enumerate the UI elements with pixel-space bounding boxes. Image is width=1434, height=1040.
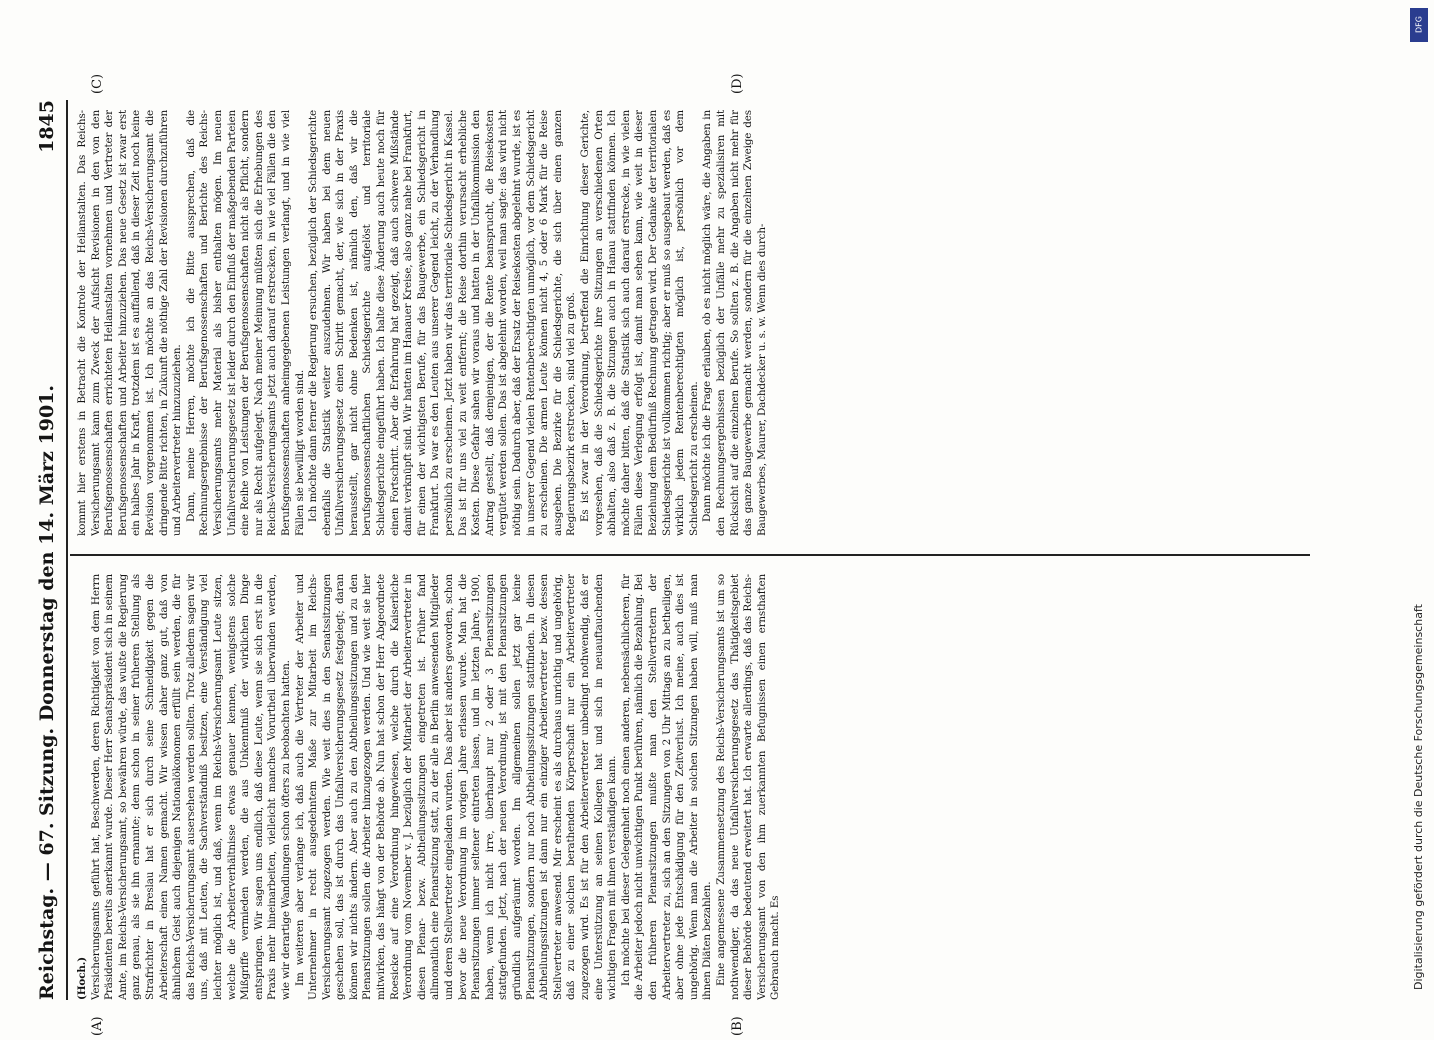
dfg-logo: DFG xyxy=(1410,8,1428,42)
column-rule xyxy=(70,554,1310,556)
page-content xyxy=(30,73,1402,1036)
paragraph: Es ist zwar in der Verordnung, betreffend die Einrichtung dieser Gerichte, vorgesehen, daß die Schiedsgerichte ihre Sitzungen an verschiedenen Orten abhalten, also daß z. B. die Sitzungen auch in Hanau stattfinden können. Ich möchte daher bitten, daß die Statistik sich auch darauf erstrecke, in wie vielen Fällen diese Verlegung erfolgt ist, damit man sehen kann, wie weit in dieser Beziehung dem Bedürfniß Rechnung getragen wird. Der Gedanke der territorialen Schiedsgerichte ist vollkommen richtig; aber er muß so ausgebaut werden, daß es wirklich jedem Rentenberechtigten möglich ist, persönlich vor dem Schiedsgericht zu erscheinen. xyxy=(578,110,700,536)
speaker-name: (Hoch.) xyxy=(76,956,88,1000)
header-rule xyxy=(66,100,68,1000)
paragraph: Versicherungsamts geführt hat, Beschwerden, deren Richtigkeit von dem Herrn Präsidenten bereits anerkannt wurde. Dieser Herr Senatspräsident sich in seinem Amte, im Reichs-Versicherungsamt, so bewähren würde, das wußte die Regierung ganz genau, als sie ihn ernannte; denn schon in seiner früheren Stellung als Strafrichter in Breslau hat er sich durch seine Schneidigkeit gegen die Arbeiterschaft einen Namen gemacht. Wir wissen daher ganz gut, daß von ähnlichem Geist auch diejenigen Nationalökonomen erfüllt sein werden, die für das Reichs-Versicherungsamt ausersehen werden sollten. Trotz alledem sagen wir uns, daß mit Leuten, die Sachverständniß besitzen, eine Verständigung viel leichter möglich ist, und daß, wenn im Reichs-Versicherungsamt Leute sitzen, welche die Arbeiterverhältnisse etwas genauer kennen, wenigstens solche Mißgriffe vermieden werden, die aus Unkenntniß der wirklichen Dinge entspringen. Wir sagen uns endlich, daß diese Leute, wenn sie sich erst in die Praxis mehr hineinarbeiten, vielleicht manches Vorurtheil überwinden werden, wie wir derartige Wandlungen schon öfters zu beobachten hatten. xyxy=(89,574,292,1000)
left-column xyxy=(76,574,1376,1000)
digitization-sidebar xyxy=(1404,0,1434,1000)
page-number: 1845 xyxy=(36,100,58,153)
paragraph: Ich möchte dann ferner die Regierung ersuchen, bezüglich der Schiedsgerichte ebenfalls die Statistik weiter auszudehnen. Wir haben bei dem neuen Unfallversicherungsgesetz einen Schritt gemacht, der, wie sich in der Praxis herausstellt, gar nicht ohne Bedenken ist, nämlich den, daß wir die berufsgenossenschaftlichen Schiedsgerichte aufgelöst und territoriale Schiedsgerichte eingeführt haben. Ich halte diese Änderung auch heute noch für einen Fortschritt. Aber die Erfahrung hat gezeigt, daß auch schwere Mißstände damit verknüpft sind. Wir hatten im Hanauer Kreise, also ganz nahe bei Frankfurt, für einen der wichtigsten Berufe, für das Baugewerbe, ein Schiedsgericht in Frankfurt. Da war es den Leuten aus unserer Gegend leicht, zu der Verhandlung persönlich zu erscheinen. Jetzt haben wir das territoriale Schiedsgericht in Kassel. Das ist für uns viel zu weit entfernt; die Reise dorthin verursacht erhebliche Kosten. Diese Gefahr sahen wir voraus und hatten in der Unfallkommission den Antrag gestellt, daß demjenigen, der die Rente beansprucht, die Reisekosten vergütet werden sollen. Das ist abgelehnt worden, weil man sagte: das wird nicht nöthig sein. Dadurch aber, daß der Ersatz der Reisekosten abgelehnt wurde, ist es in unserer Gegend vielen Rentenberechtigten unmöglich, vor dem Schiedsgericht zu erscheinen. Die armen Leute können nicht 4, 5 oder 6 Mark für die Reise ausgeben. Die Bezirke für die Schiedsgerichte, die sich über einen ganzen Regierungsbezirk erstrecken, sind viel zu groß. xyxy=(307,110,578,536)
margin-mark-d: (D) xyxy=(730,73,745,94)
margin-mark-c: (C) xyxy=(90,73,105,94)
paragraph: Im weiteren aber verlange ich, daß auch die Vertreter der Arbeiter und Unternehmer in recht ausgedehntem Maße zur Mitarbeit im Reichs-Versicherungsamt zugezogen werden. Wie weit dies in den Senatssitzungen geschehen soll, das ist durch das Unfallversicherungsgesetz festgelegt; daran können wir nichts ändern. Aber auch zu den Abtheilungssitzungen und zu den Plenarsitzungen sollen die Arbeiter hinzugezogen werden. Und wie weit sie hier mitwirken, das hängt von der Behörde ab. Nun hat schon der Herr Abgeordnete Roesicke auf eine Verordnung hingewiesen, welche durch die Kaiserliche Verordnung vom November v. J. bezüglich der Mitarbeit der Arbeitervertreter in diesen Plenar- bezw. Abtheilungssitzungen eingetreten ist. Früher fand allmonatlich eine Plenarsitzung statt, zu der alle in Berlin anwesenden Mitglieder und deren Stellvertreter eingeladen wurden. Das aber ist anders geworden, schon bevor die neue Verordnung im vorigen Jahre erlassen wurde. Man hat die Plenarsitzungen immer seltener eintreten lassen, und im letzten Jahre, 1900, haben, wenn ich nicht irre, überhaupt nur 2 oder 3 Plenarsitzungen stattgefunden. Jetzt, nach der neuen Verordnung, ist mit den Plenarsitzungen gründlich aufgeräumt worden. Im allgemeinen sollen jetzt gar keine Plenarsitzungen, sondern nur noch Abtheilungssitzungen stattfinden. In diesen Abtheilungssitzungen ist dann nur ein einziger Arbeitervertreter bezw. dessen Stellvertreter anwesend. Mir erscheint es als durchaus unrichtig und ungehörig, daß zu einer solchen berathenden Körperschaft nur ein Arbeitervertreter zugezogen wird. Es ist für den Arbeitervertreter unbedingt nothwendig, daß er eine Unterstützung an seinen Kollegen hat und sich in neuauftauchenden wichtigen Fragen mit ihnen verständigen kann. xyxy=(293,574,619,1000)
paragraph: Dann, meine Herren, möchte ich die Bitte aussprechen, daß die Rechnungsergebnisse der Berufsgenossenschaften und Berichte des Reichs-Versicherungsamts mehr Material als bisher enthalten mögen. Im neuen Unfallversicherungsgesetz ist leider durch den Einfluß der maßgebenden Parteien eine Reihe von Leistungen der Berufsgenossenschaften nicht als Pflicht, sondern nur als Recht aufgelegt. Nach meiner Meinung müßten sich die Erhebungen des Reichs-Versicherungsamts jetzt auch darauf erstrecken, in wie viel Fällen die den Berufsgenossenschaften anheimgegebenen Leistungen verlangt, und in wie viel Fällen sie bewilligt worden sind. xyxy=(184,110,306,536)
paragraph: kommt hier erstens in Betracht die Kontrole der Heilanstalten. Das Reichs-Versicherungsamt kann zum Zweck der Aufsicht Revisionen in den von den Berufsgenossenschaften errichteten Heilanstalten vornehmen und Vertreter der Berufsgenossenschaften und Arbeiter hinzuziehen. Das neue Gesetz ist zwar erst ein halbes Jahr in Kraft, trotzdem ist es auffallend, daß in dieser Zeit noch keine Revision vorgenommen ist. Ich möchte an das Reichs-Versicherungsamt die dringende Bitte richten, in Zukunft die nöthige Zahl der Revisionen durchzuführen und Arbeitervertreter hinzuzuziehen. xyxy=(76,110,184,536)
rotated-page xyxy=(30,40,1402,1040)
paragraph: Ich möchte bei dieser Gelegenheit noch einen anderen, nebensächlicheren, für die Arbeiter jedoch nicht unwichtigen Punkt berühren, nämlich die Bezahlung. Bei den früheren Plenarsitzungen mußte man den Stellvertretern der Arbeitervertreter zu, sich an den Sitzungen von 2 Uhr Mittags an zu betheiligen, aber ohne jede Entschädigung für den Zeitverlust. Ich meine, auch dies ist ungehörig. Wenn man die Arbeiter in solchen Sitzungen haben will, muß man ihnen Diäten bezahlen. xyxy=(619,574,714,1000)
margin-mark-a: (A) xyxy=(90,1016,105,1036)
speaker-note xyxy=(76,574,90,1000)
running-head-title: Reichstag. — 67. Sitzung. Donnerstag den 14. März 1901. xyxy=(36,385,58,1000)
right-column xyxy=(76,110,1376,536)
margin-mark-b: (B) xyxy=(730,1016,745,1036)
paragraph: Dann möchte ich die Frage erlauben, ob es nicht möglich wäre, die Angaben in den Rechnungsergebnissen bezüglich der Unfälle mehr zu spezialisiren mit Rücksicht auf die einzelnen Berufe. So sollten z. B. die Angaben nicht mehr für das ganze Baugewerbe gemacht werden, sondern für die einzelnen Zweige des Baugewerbes, Maurer, Dachdecker u. s. w. Wenn dies durch- xyxy=(701,110,768,536)
digitization-note: Digitalisierung gefördert durch die Deutsche Forschungsgemeinschaft xyxy=(1412,604,1425,990)
paragraph: Eine angemessene Zusammensetzung des Reichs-Versicherungsamts ist um so nothwendiger, da das neue Unfallversicherungsgesetz das Thätigkeitsgebiet dieser Behörde bedeutend erweitert hat. Ich erwarte allerdings, daß das Reichs-Versicherungsamt von den ihm zuerkannten Befugnissen einen ernsthaften Gebrauch macht. Es xyxy=(714,574,782,1000)
running-head xyxy=(30,100,66,1000)
